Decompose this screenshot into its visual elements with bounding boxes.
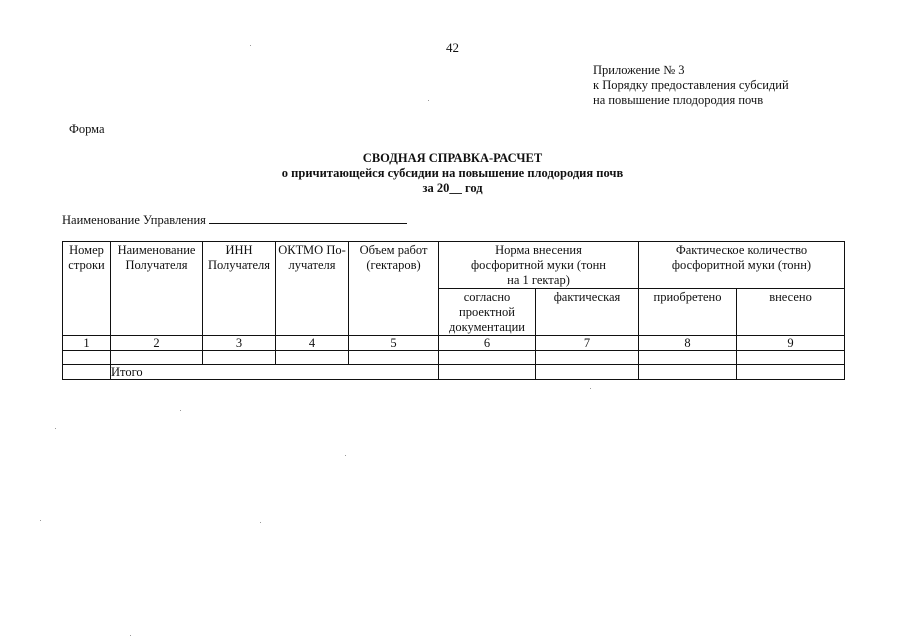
report-table bbox=[62, 241, 845, 380]
table-cell bbox=[737, 351, 845, 365]
column-number: 8 bbox=[639, 336, 737, 351]
title-line-1: СВОДНАЯ СПРАВКА-РАСЧЕТ bbox=[362, 151, 543, 165]
table-cell bbox=[536, 351, 639, 365]
header-row-number: Номер строки bbox=[63, 242, 111, 336]
header-actual-group: Фактическое количество фосфоритной муки (тонн) bbox=[639, 242, 845, 289]
scan-speck bbox=[260, 522, 261, 523]
scan-speck bbox=[55, 428, 56, 429]
appendix-note bbox=[593, 63, 789, 108]
scan-speck bbox=[250, 45, 251, 46]
scan-speck bbox=[180, 410, 181, 411]
form-label: Форма bbox=[69, 122, 105, 136]
table-cell bbox=[349, 351, 439, 365]
table-cell bbox=[639, 351, 737, 365]
header-norm-group: Норма внесения фосфоритной муки (тонн на 1 гектар) bbox=[439, 242, 639, 289]
column-number-row bbox=[63, 336, 845, 351]
management-field bbox=[62, 211, 407, 228]
scan-speck bbox=[130, 635, 131, 636]
title-line-2: о причитающейся субсидии на повышение плодородия почв bbox=[281, 166, 624, 180]
header-actual-applied: внесено bbox=[737, 289, 845, 336]
header-work-volume: Объем работ (гектаров) bbox=[349, 242, 439, 336]
column-number: 7 bbox=[536, 336, 639, 351]
table-cell bbox=[439, 365, 536, 380]
column-number: 6 bbox=[439, 336, 536, 351]
table-cell bbox=[276, 351, 349, 365]
table-cell bbox=[639, 365, 737, 380]
table-cell bbox=[439, 351, 536, 365]
table-cell bbox=[536, 365, 639, 380]
header-norm-project: согласно проектной документации bbox=[439, 289, 536, 336]
header-actual-acquired: приобретено bbox=[639, 289, 737, 336]
table-cell bbox=[203, 351, 276, 365]
column-number: 9 bbox=[737, 336, 845, 351]
table-cell bbox=[111, 351, 203, 365]
column-number: 1 bbox=[63, 336, 111, 351]
management-label: Наименование Управления bbox=[62, 213, 206, 227]
column-number: 5 bbox=[349, 336, 439, 351]
header-row-top bbox=[63, 242, 845, 289]
scan-speck bbox=[345, 455, 346, 456]
page-number: 42 bbox=[446, 40, 459, 55]
column-number: 3 bbox=[203, 336, 276, 351]
appendix-line-1: Приложение № 3 bbox=[593, 63, 685, 77]
scan-speck bbox=[590, 388, 591, 389]
column-number: 4 bbox=[276, 336, 349, 351]
appendix-line-2: к Порядку предоставления субсидий bbox=[593, 78, 789, 92]
header-oktmo: ОКТМО По-лучателя bbox=[276, 242, 349, 336]
table-cell bbox=[63, 365, 111, 380]
title-line-3: за 20__ год bbox=[422, 181, 483, 195]
scan-speck bbox=[428, 100, 429, 101]
header-inn: ИНН Получателя bbox=[203, 242, 276, 336]
document-title bbox=[0, 151, 905, 196]
scan-speck bbox=[40, 520, 41, 521]
column-number: 2 bbox=[111, 336, 203, 351]
header-norm-actual: фактическая bbox=[536, 289, 639, 336]
management-blank-line bbox=[209, 211, 407, 224]
table-cell bbox=[737, 365, 845, 380]
table-cell bbox=[63, 351, 111, 365]
total-row bbox=[63, 365, 845, 380]
empty-data-row bbox=[63, 351, 845, 365]
appendix-line-3: на повышение плодородия почв bbox=[593, 93, 764, 107]
header-recipient-name: Наименование Получателя bbox=[111, 242, 203, 336]
total-label: Итого bbox=[111, 365, 439, 380]
